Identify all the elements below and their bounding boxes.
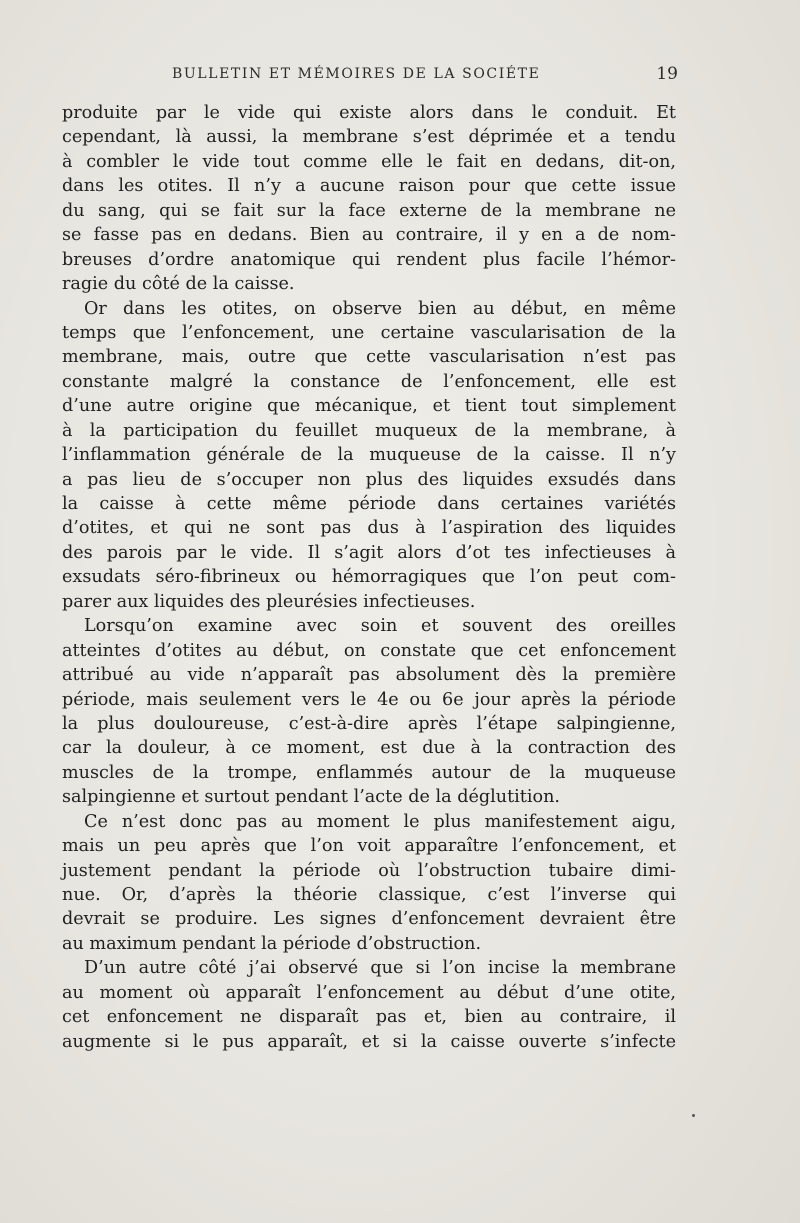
text-line: produite par le vide qui existe alors dans le conduit. Et bbox=[62, 103, 676, 123]
text-line: à la participation du feuillet muqueux de la membrane, à bbox=[62, 420, 676, 441]
text-line: période, mais seulement vers le 4e ou 6e jour après la période bbox=[62, 689, 676, 710]
text-line: la caisse à cette même période dans certaines variétés bbox=[62, 494, 676, 514]
text-line: ragie du côté de la caisse. bbox=[62, 274, 295, 295]
text-line: cet enfoncement ne disparaît pas et, bien au contraire, il bbox=[62, 1007, 676, 1028]
text-line: nue. Or, d’après la théorie classique, c’est l’inverse qui bbox=[62, 885, 676, 905]
text-line: constante malgré la constance de l’enfoncement, elle est bbox=[62, 371, 676, 392]
running-head: BULLETIN ET MÉMOIRES DE LA SOCIÉTE bbox=[172, 66, 541, 82]
text-line: au maximum pendant la période d’obstruction. bbox=[62, 933, 482, 954]
text-line: devrait se produire. Les signes d’enfoncement devraient être bbox=[62, 909, 676, 930]
text-line: attribué au vide n’apparaît pas absolument dès la première bbox=[62, 665, 676, 686]
text-line: d’une autre origine que mécanique, et tient tout simplement bbox=[62, 396, 676, 417]
text-line: mais un peu après que l’on voit apparaître l’enfoncement, et bbox=[62, 836, 676, 857]
text-line: augmente si le pus apparaît, et si la caisse ouverte s’infecte bbox=[62, 1031, 676, 1052]
text-line: l’inflammation générale de la muqueuse de la caisse. Il n’y bbox=[62, 445, 676, 466]
text-line: la plus douloureuse, c’est-à-dire après l’étape salpingienne, bbox=[62, 713, 676, 734]
text-line: temps que l’enfoncement, une certaine vascularisation de la bbox=[62, 322, 676, 343]
text-line: du sang, qui se fait sur la face externe de la membrane ne bbox=[62, 200, 676, 221]
page-number: 19 bbox=[656, 64, 678, 84]
paragraph-start-line: Ce n’est donc pas au moment le plus manifestement aigu, bbox=[84, 811, 676, 832]
text-line: a pas lieu de s’occuper non plus des liquides exsudés dans bbox=[62, 469, 676, 490]
text-line: justement pendant la période où l’obstruction tubaire dimi- bbox=[62, 860, 676, 881]
page-header bbox=[62, 62, 680, 86]
text-line: breuses d’ordre anatomique qui rendent plus facile l’hémor- bbox=[62, 249, 676, 270]
text-line: au moment où apparaît l’enfoncement au début d’une otite, bbox=[62, 982, 676, 1003]
paragraph-start-line: D’un autre côté j’ai observé que si l’on incise la membrane bbox=[84, 958, 676, 979]
text-line: se fasse pas en dedans. Bien au contraire, il y en a de nom- bbox=[62, 225, 676, 246]
text-line: d’otites, et qui ne sont pas dus à l’aspiration des liquides bbox=[62, 518, 676, 539]
text-line: muscles de la trompe, enflammés autour de la muqueuse bbox=[62, 762, 676, 783]
text-line: des parois par le vide. Il s’agit alors d’ot tes infectieuses à bbox=[62, 542, 676, 563]
text-line: à combler le vide tout comme elle le fait en dedans, dit-on, bbox=[62, 151, 676, 172]
body-text bbox=[62, 101, 676, 1054]
print-speck bbox=[692, 1114, 695, 1117]
text-line: parer aux liquides des pleurésies infectieuses. bbox=[62, 591, 476, 612]
text-line: atteintes d’otites au début, on constate que cet enfoncement bbox=[62, 640, 676, 661]
paragraph-start-line: Or dans les otites, on observe bien au début, en même bbox=[84, 298, 676, 319]
paragraph-start-line: Lorsqu’on examine avec soin et souvent des oreilles bbox=[84, 616, 676, 637]
text-line: salpingienne et surtout pendant l’acte de la déglutition. bbox=[62, 787, 561, 808]
text-line: cependant, là aussi, la membrane s’est déprimée et a tendu bbox=[62, 127, 676, 148]
text-line: car la douleur, à ce moment, est due à la contraction des bbox=[62, 738, 676, 759]
text-line: membrane, mais, outre que cette vascularisation n’est pas bbox=[62, 347, 676, 368]
text-line: exsudats séro-fibrineux ou hémorragiques que l’on peut com- bbox=[62, 567, 676, 588]
text-line: dans les otites. Il n’y a aucune raison pour que cette issue bbox=[62, 176, 676, 197]
